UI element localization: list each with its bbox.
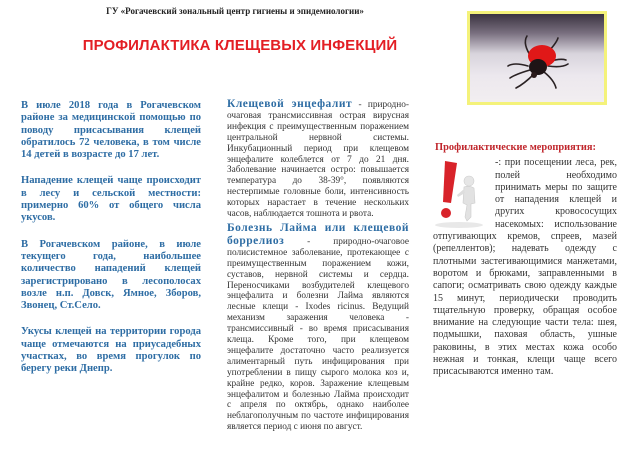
city-paragraph: Укусы клещей на территории города чаще отмечаются на приусадебных участках, во время прогулок по берегу реки Днепр. xyxy=(21,326,201,375)
exclamation-icon xyxy=(431,157,489,229)
encephalitis-section xyxy=(227,98,409,220)
exclamation-figure xyxy=(431,157,489,229)
lyme-heading: Болезнь Лайма или клещевой боррелиоз xyxy=(227,221,409,247)
lyme-text: - природно-очаговое полисистемное заболевание, протекающее с преимущественным поражением кожи, суставов, нервной системы и сердца. Переносчиками возбудителей клещевого энцефалита и болезни Лайма являются лесные клещи - Ixodes ricinus. Ведущий механизм заражения человека - трансмиссивный - во время присасывания клеща. Кроме того, при клещевом энцефалите достаточно часто реализуется алиментарный путь инфицирования при употреблении в пищу сырого молока коз и, крайне редко, коров. Заражение клещевым энцефалитом и болезнью Лайма происходит с апреля по октябрь, однако наиболее неблагополучным по частоте инфицирования является период с июня по август. xyxy=(227,236,409,433)
encephalitis-text: - природно-очаговая трансмиссивная острая вирусная инфекция с преимущественным поражением центральной нервной системы. Инкубационный период при клещевом энцефалите колеблется от 7 до 21 дня. Заболевание начинается остро: повышается температура до 38-39°, появляются нестерпимые головные боли, интенсивность которых нарастает в течение нескольких часов, наблюдается тошнота и рвота. xyxy=(227,100,409,220)
tick-icon xyxy=(470,14,604,102)
prevention-text: -: при посещении леса, рек, полей необходимо принимать меры по защите от нападения клещей и других кровососущих насекомых: использование отпугивающих кремов, спреев, мазей (репеллентов); надевать одежду с плотными застегивающимися манжетами, воротом и брюками, заправленными в сапоги; осматривать свою одежду каждые 15 минут, периодически проводить тщательную проверку, обращая особое внимание на следующие части тела: шея, подмышки, паховая область, ушные раковины, в этих местах кожа особо нежная и тонкая, клещи чаще всего присасываются именно там. xyxy=(433,157,617,378)
page-title: ПРОФИЛАКТИКА КЛЕЩЕВЫХ ИНФЕКЦИЙ xyxy=(82,37,398,54)
prevention-column xyxy=(433,142,617,379)
statistics-column xyxy=(21,100,201,390)
statistics-paragraph: В июле 2018 года в Рогачевском районе за медицинской помощью по поводу присасывания клещей обратилось 72 человека, в том числе 14 детей в возрасте до 17 лет. xyxy=(21,100,201,161)
diseases-column xyxy=(227,98,409,435)
organization-name: ГУ «Рогачевский зональный центр гигиены и эпидемиологии» xyxy=(106,6,364,16)
prevention-heading: Профилактические мероприятия: xyxy=(435,142,596,153)
location-paragraph: Нападение клещей чаще происходит в лесу и сельской местности: примерно 60% от общего числа укусов. xyxy=(21,175,201,224)
tick-photo xyxy=(467,11,607,105)
lyme-section xyxy=(227,222,409,433)
encephalitis-heading: Клещевой энцефалит xyxy=(227,98,353,110)
district-paragraph: В Рогачевском районе, в июле текущего года, наибольшее количество нападений клещей зарегистрировано в лесополосах возле н.п. Довск, Ямное, Зборов, Звонец, Ст.Село. xyxy=(21,238,201,312)
